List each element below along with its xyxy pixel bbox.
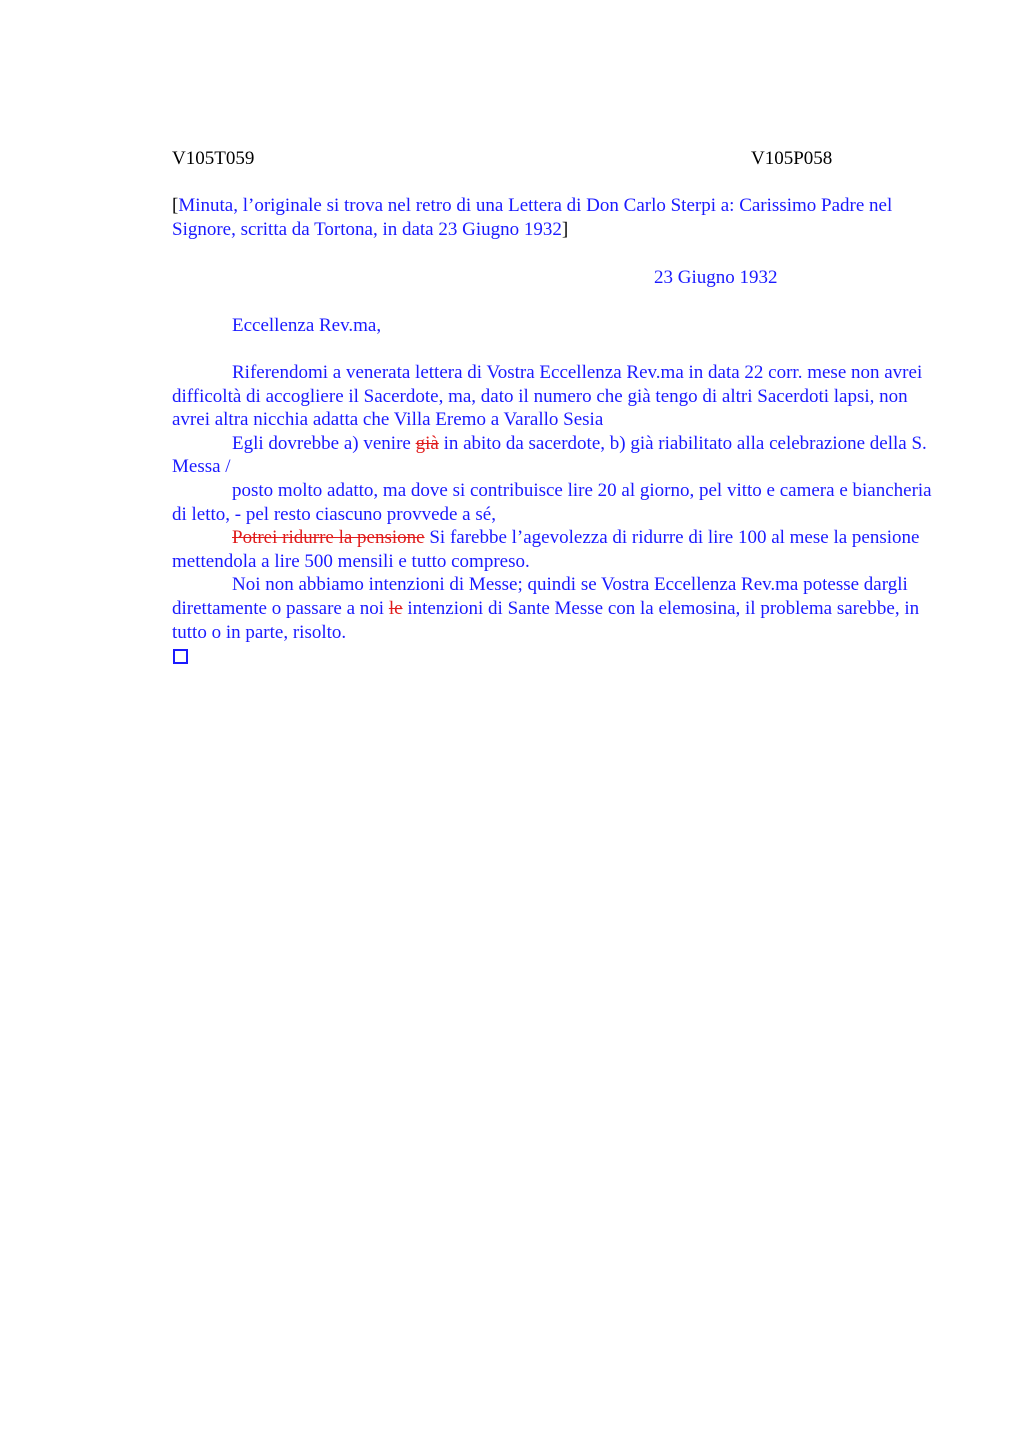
letter-greeting: Eccellenza Rev.ma, <box>232 315 382 336</box>
paragraph-4-text: Si farebbe l’agevolezza di ridurre di lire 100 al mese la pensione mettendola a lire 500 mensili e tutto compreso. <box>172 527 920 572</box>
note-open-bracket: [ <box>172 195 179 216</box>
letter-body <box>172 361 932 671</box>
document-codes <box>172 146 932 172</box>
paragraph-1: Riferendomi a venerata lettera di Vostra Eccellenza Rev.ma in data 22 corr. mese non avrei difficoltà di accogliere il Sacerdote, ma, dato il numero che già tengo di altri Sacerdoti lapsi, non avrei altra nicchia adatta che Villa Eremo a Varallo Sesia <box>172 362 923 431</box>
paragraph-2 <box>172 432 932 479</box>
document-code-left: V105T059 <box>172 148 255 169</box>
document-code-right: V105P058 <box>751 148 833 169</box>
paragraph-5 <box>172 573 932 644</box>
paragraph-2-text-end: in abito da sacerdote, b) già riabilitato alla celebrazione della S. Messa / <box>172 432 927 478</box>
deleted-word: già <box>415 432 439 454</box>
note-text: Minuta, l’originale si trova nel retro di una Lettera di Don Carlo Sterpi a: Carissimo Padre nel Signore, scritta da Tortona, in data 23 Giugno 1932 <box>172 195 893 240</box>
paragraph-5-text-start: Noi non abbiamo intenzioni di Messe; quindi se Vostra Eccellenza Rev.ma potesse dargli direttamente o passare a noi <box>172 574 908 619</box>
editorial-note <box>172 194 932 242</box>
end-of-text-box-icon <box>172 644 932 671</box>
paragraph-4 <box>172 526 932 573</box>
deleted-article: le <box>388 597 403 619</box>
paragraph-3: posto molto adatto, ma dove si contribuisce lire 20 al giorno, pel vitto e camera e biancheria di letto, - pel resto ciascuno provvede a sé, <box>172 479 932 525</box>
document-page <box>172 146 932 671</box>
deleted-phrase: Potrei ridurre la pensione <box>232 527 425 549</box>
paragraph-2-text-start: Egli dovrebbe a) venire <box>232 432 416 454</box>
note-close-bracket: ] <box>561 219 569 240</box>
letter-date: 23 Giugno 1932 <box>654 267 778 288</box>
paragraph-5-text-end: intenzioni di Sante Messe con la elemosina, il problema sarebbe, in tutto o in parte, risolto. <box>172 597 920 643</box>
